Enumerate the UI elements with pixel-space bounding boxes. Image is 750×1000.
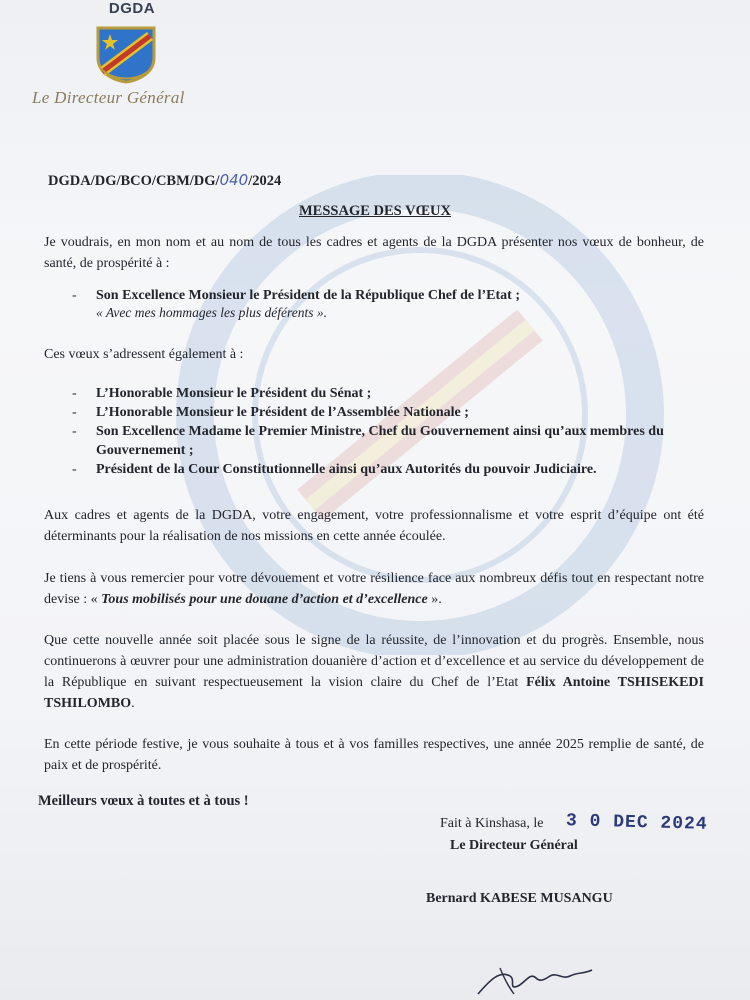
also-intro: Ces vœux s’adressent également à : — [44, 347, 244, 362]
list-item: - Président de la Cour Constitutionnelle ainsi qu’aux Autorités du pouvoir Judiciaire. — [72, 460, 712, 479]
document-title: MESSAGE DES VŒUX — [298, 203, 452, 219]
motto: Tous mobilisés pour une douane d’action et d’excellence — [101, 592, 428, 607]
new-year-text: Que cette nouvelle année soit placée sous le signe de la réussite, de l’innovation et du progrès. Ensemble, nous continuerons à œuvrer pour une administration douanière d’action et d’excellence et au service du développement de la République en suivant respectueusement la vision claire du Chef de l’Etat — [44, 633, 704, 690]
recipient-list — [72, 384, 712, 479]
director-general-title: Le Directeur Général — [32, 88, 185, 107]
intro-paragraph: Je voudrais, en mon nom et au nom de tous les cadres et agents de la DGDA présenter nos vœux de bonheur, de santé, de prospérité à : — [44, 235, 704, 271]
new-year-paragraph — [44, 630, 704, 714]
list-item: - Son Excellence Monsieur le Président de la République Chef de l’Etat ; — [72, 286, 712, 305]
president-name: Félix Antoine TSHISEKEDI TSHILOMBO — [44, 675, 704, 711]
closing-line: Meilleurs vœux à toutes et à tous ! — [38, 793, 249, 809]
org-name: DGDA — [108, 0, 156, 17]
signatory-name: Bernard KABESE MUSANGU — [426, 891, 613, 906]
thanks-end: ». — [427, 592, 442, 607]
list-item: - L’Honorable Monsieur le Président de l’Assemblée Nationale ; — [72, 403, 712, 422]
ref-handwritten-number: 040 — [219, 171, 249, 189]
signature-place: Fait à Kinshasa, le — [440, 816, 544, 831]
signatory-title: Le Directeur Général — [450, 838, 578, 853]
thanks-paragraph — [44, 568, 704, 610]
thanks-text: Je tiens à vous remercier pour votre dévouement et votre résilience face aux nombreux défis tout en respectant notre devise : « — [44, 571, 704, 607]
agents-paragraph: Aux cadres et agents de la DGDA, votre engagement, votre professionnalisme et votre esprit d’équipe ont été déterminants pour la réalisation de nos missions en cette année écoulée. — [44, 508, 704, 544]
ref-suffix: /2024 — [248, 173, 282, 189]
ref-prefix: DGDA/DG/BCO/CBM/DG/ — [48, 173, 220, 189]
dgda-emblem-icon — [94, 24, 158, 84]
new-year-end: . — [131, 696, 135, 711]
handwritten-signature-icon — [470, 950, 600, 1000]
first-recipient-list — [72, 286, 712, 305]
reference-number — [48, 171, 281, 190]
header-logo-block — [32, 0, 222, 112]
wishes-paragraph: En cette période festive, je vous souhaite à tous et à vos familles respectives, une année 2025 remplie de santé, de paix et de prospérité. — [44, 737, 704, 773]
list-item: - L’Honorable Monsieur le Président du Sénat ; — [72, 384, 712, 403]
list-item: - Son Excellence Madame le Premier Ministre, Chef du Gouvernement ainsi qu’aux membres du Gouvernement ; — [72, 422, 712, 460]
first-recipient-quote: « Avec mes hommages les plus déférents ». — [96, 305, 327, 320]
date-stamp: 3 0 DEC 2024 — [565, 811, 708, 835]
